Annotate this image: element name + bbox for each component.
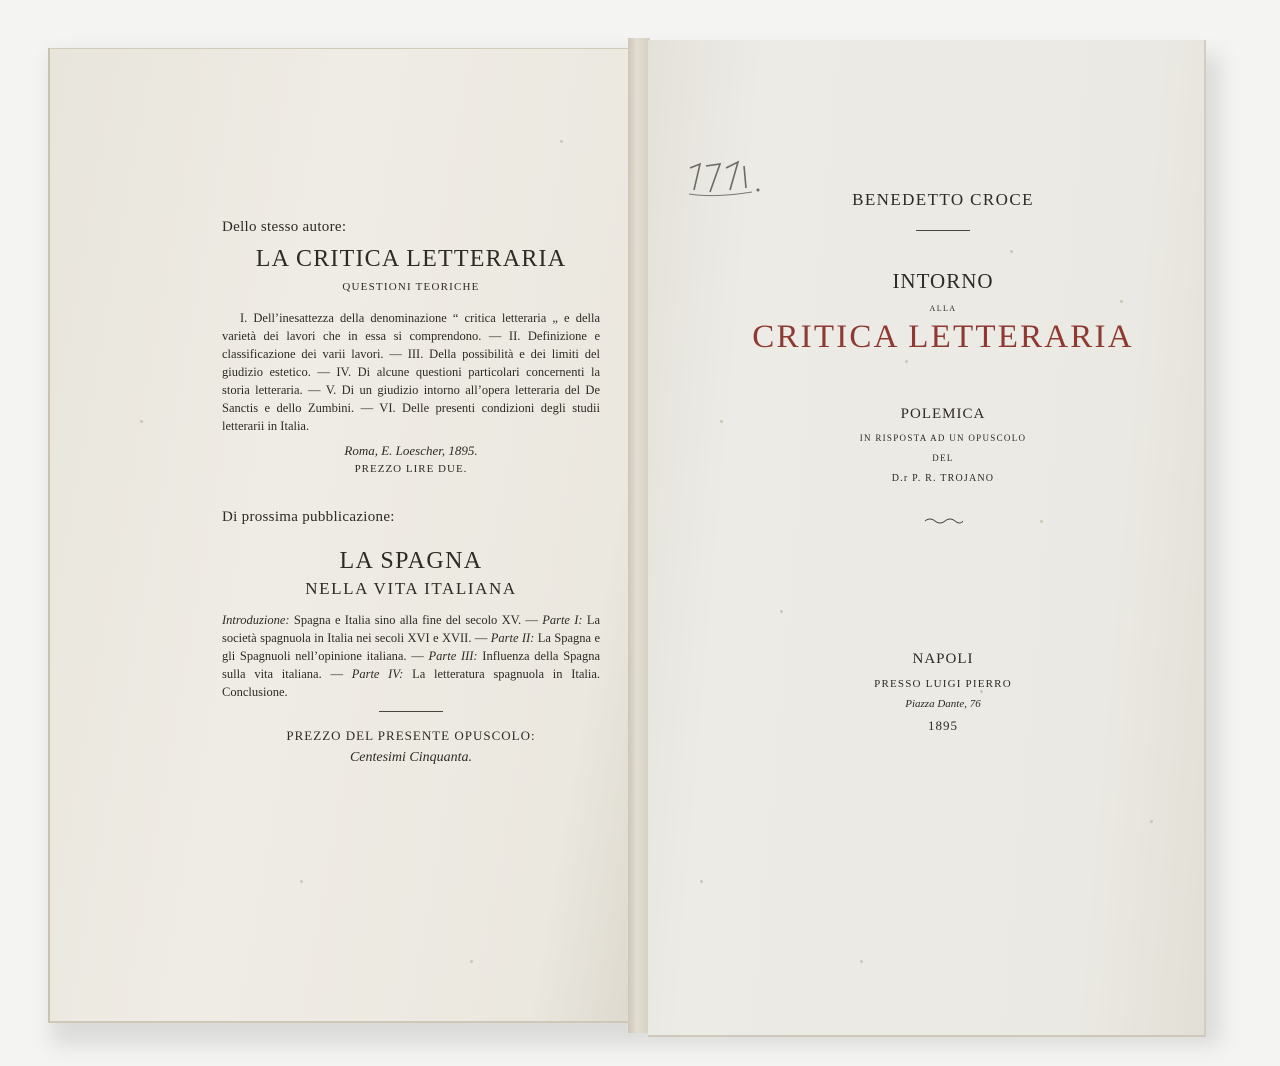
foxing-speck xyxy=(300,880,303,883)
ornament-wave-icon xyxy=(923,516,963,526)
book1-price: PREZZO LIRE DUE. xyxy=(354,463,468,475)
publication-year: 1895 xyxy=(928,718,958,733)
book-spine xyxy=(628,38,650,1033)
main-title: CRITICA LETTERARIA xyxy=(752,319,1134,355)
city: NAPOLI xyxy=(912,651,974,667)
book2-subtitle: NELLA VITA ITALIANA xyxy=(305,579,517,598)
author-rule xyxy=(916,230,970,231)
same-author-heading: Dello stesso autore: xyxy=(222,219,347,235)
book2-part4-label: Parte IV: xyxy=(351,667,404,681)
book2-part1-label: Parte I: xyxy=(542,613,583,627)
book2-part2-text: La Spagna e gli Spagnuoli nell’opinione italiana. — xyxy=(222,631,601,663)
handwritten-note xyxy=(686,150,776,202)
price-value: Centesimi Cinquanta. xyxy=(349,750,473,765)
book2-part4-text: La letteratura spagnuola in Italia. Conclusione. xyxy=(222,667,601,699)
book2-part1-text: La società spagnuola in Italia nei secoli XVI e XVII. — xyxy=(222,613,601,645)
price-heading: PREZZO DEL PRESENTE OPUSCOLO: xyxy=(286,728,536,743)
foxing-speck xyxy=(140,420,143,423)
subtitle-line4: D.r P. R. TROJANO xyxy=(891,473,995,484)
publisher: PRESSO LUIGI PIERRO xyxy=(874,678,1012,690)
book2-part2-label: Parte II: xyxy=(490,631,535,645)
author-name: BENEDETTO CROCE xyxy=(852,190,1034,209)
book2-contents xyxy=(222,611,600,701)
book2-intro-label: Introduzione: xyxy=(222,613,290,627)
subtitle-line2: IN RISPOSTA AD UN OPUSCOLO xyxy=(859,433,1027,443)
book2-part3-text: Influenza della Spagna sulla vita italiana. — xyxy=(222,649,600,681)
book1-imprint: Roma, E. Loescher, 1895. xyxy=(344,443,478,458)
foxing-speck xyxy=(1010,250,1013,253)
foxing-speck xyxy=(780,610,783,613)
book1-contents: I. Dell’inesattezza della denominazione “ critica letteraria „ e della varietà dei lavori che in essa si comprendono. — II. Definizione e classificazione dei varii lavori. — III. Della possibilità e dei limiti del giudizio estetico. — IV. Di alcune questioni particolari concernenti la storia letteraria. — V. Di un giudizio intorno all’opera letteraria del De Sanctis e dello Zumbini. — VI. Delle presenti condizioni degli studii letterarii in Italia. xyxy=(222,311,600,433)
title-line1: INTORNO xyxy=(892,269,994,293)
foxing-speck xyxy=(860,960,863,963)
book2-intro-text: Spagna e Italia sino alla fine del secolo XV. — xyxy=(293,613,538,627)
foxing-speck xyxy=(980,690,983,693)
foxing-speck xyxy=(720,420,723,423)
book1-subtitle: QUESTIONI TEORICHE xyxy=(342,281,480,293)
foxing-speck xyxy=(1040,520,1043,523)
back-cover xyxy=(48,48,640,1023)
divider-rule xyxy=(379,711,443,712)
foxing-speck xyxy=(560,140,563,143)
foxing-speck xyxy=(1120,300,1123,303)
back-cover-text xyxy=(222,219,600,766)
foxing-speck xyxy=(905,360,908,363)
book2-part3-label: Parte III: xyxy=(428,649,478,663)
book2-title: LA SPAGNA xyxy=(339,548,483,574)
foxing-speck xyxy=(1150,820,1153,823)
subtitle: POLEMICA xyxy=(900,406,986,422)
subtitle-line3: DEL xyxy=(932,453,954,463)
foxing-speck xyxy=(470,960,473,963)
foxing-speck xyxy=(700,880,703,883)
book1-title: LA CRITICA LETTERARIA xyxy=(255,246,567,272)
forthcoming-heading: Di prossima pubblicazione: xyxy=(222,509,395,525)
front-cover-text xyxy=(748,190,1138,734)
title-line2: ALLA xyxy=(929,304,957,313)
publisher-address: Piazza Dante, 76 xyxy=(905,698,981,710)
